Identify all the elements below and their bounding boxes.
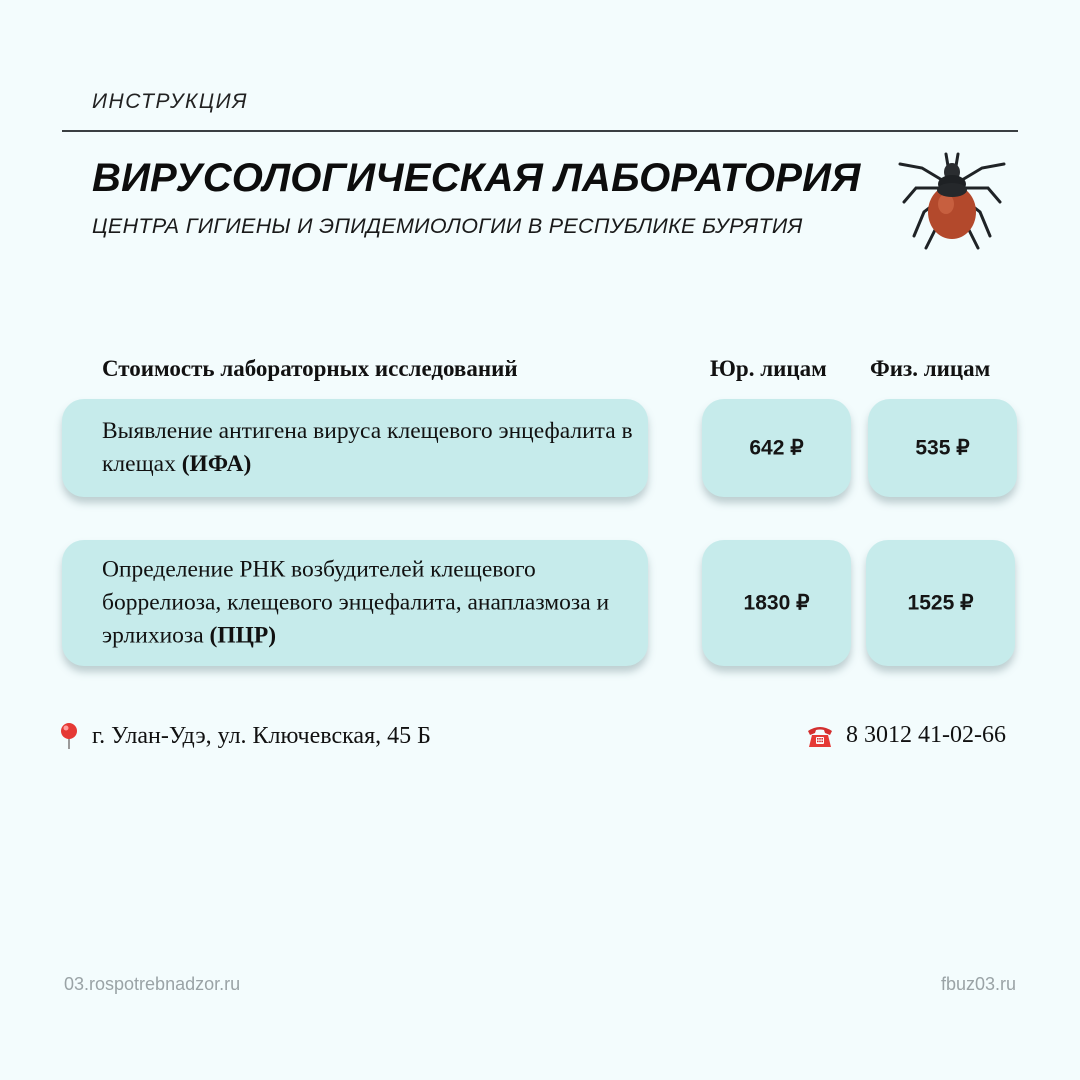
price-individual: 1525 ₽: [907, 591, 974, 615]
tick-illustration: [892, 150, 1012, 260]
price-individual: 535 ₽: [915, 436, 970, 460]
method-label: (ПЦР): [209, 622, 277, 649]
service-description: Определение РНК возбудителей клещевого боррелиоза, клещевого энцефалита, анаплазмоза и эрлихиоза (ПЦР): [102, 556, 610, 649]
price-card-individual: [866, 540, 1015, 666]
price-legal: 1830 ₽: [743, 591, 810, 615]
service-card-pcr: [62, 540, 648, 666]
method-label: (ИФА): [181, 451, 252, 477]
footer-link-fbuz[interactable]: fbuz03.ru: [940, 974, 1016, 994]
phone-line: [806, 722, 1006, 749]
header-divider: [62, 130, 1018, 132]
column-header-service: Стоимость лабораторных исследований: [102, 356, 518, 381]
price-card-legal: [702, 540, 851, 666]
price-card-individual: [868, 399, 1017, 497]
telephone-icon: [806, 724, 834, 748]
page-title: ВИРУСОЛОГИЧЕСКАЯ ЛАБОРАТОРИЯ: [92, 156, 861, 200]
price-legal: 642 ₽: [749, 436, 804, 460]
address-text: г. Улан-Удэ, ул. Ключевская, 45 Б: [92, 722, 431, 749]
eyebrow-label: ИНСТРУКЦИЯ: [92, 90, 248, 113]
page-subtitle: ЦЕНТРА ГИГИЕНЫ И ЭПИДЕМИОЛОГИИ В РЕСПУБЛИКЕ БУРЯТИЯ: [92, 214, 803, 238]
column-header-individual: Физ. лицам: [870, 356, 991, 381]
service-description: Выявление антигена вируса клещевого энцефалита в клещах (ИФА): [102, 418, 633, 477]
service-card-ifa: [62, 399, 648, 497]
address-line: [58, 722, 431, 750]
price-card-legal: [702, 399, 851, 497]
phone-text: 8 3012 41-02-66: [846, 722, 1006, 748]
pin-icon: [58, 722, 80, 750]
footer-link-rospotrebnadzor[interactable]: 03.rospotrebnadzor.ru: [64, 974, 241, 994]
column-header-legal: Юр. лицам: [710, 356, 827, 381]
